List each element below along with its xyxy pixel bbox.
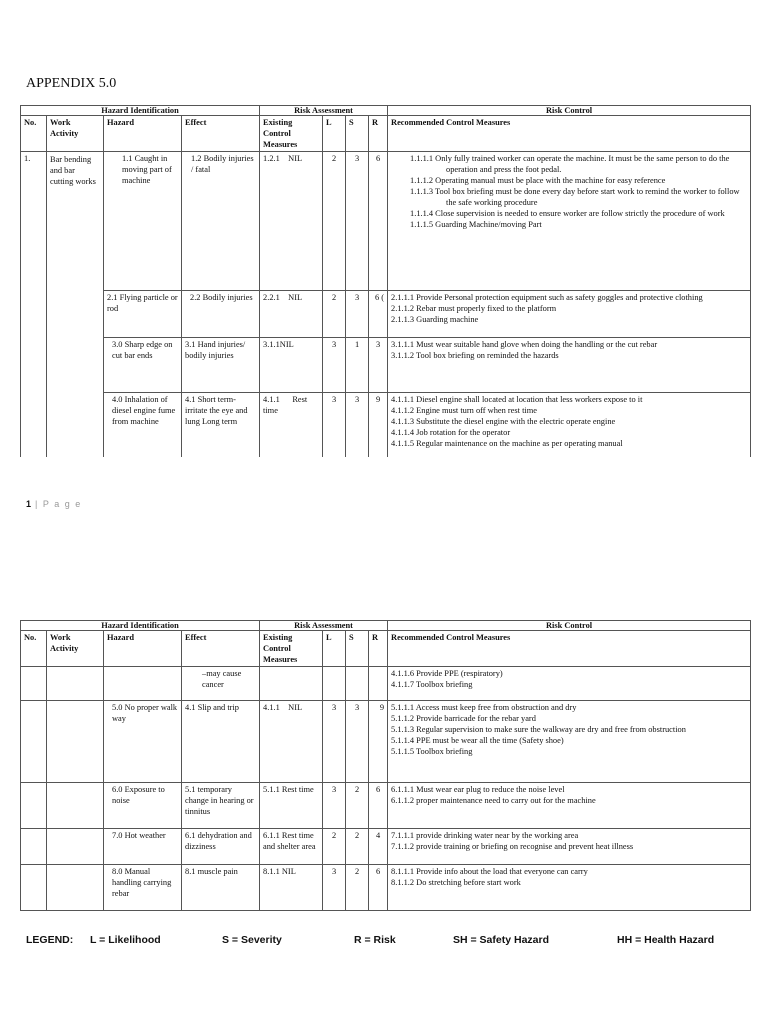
measure-item: 3.1.1.1 Must wear suitable hand glove when doing the handling or the cut rebar [391,340,658,349]
page1-table-wrap [0,105,768,457]
measure-item: 6.1.1.2 proper maintenance need to carry out for the machine [391,796,596,805]
row-existing: 3.1.1NIL [260,338,323,393]
row-no [21,701,47,783]
row-l: 2 [323,291,346,338]
page-label: P a g e [42,499,82,509]
row-no [21,829,47,865]
col-recommended: Recommended Control Measures [388,116,751,152]
col-l: L [323,631,346,667]
row-l: 3 [323,783,346,829]
measure-item: 1.1.1.4 Close supervision is needed to ensure worker are follow strictly the procedure of work [410,209,725,218]
row-l: 3 [323,338,346,393]
row-work-activity: Bar bending and bar cutting works [47,152,104,458]
row-effect: 4.1 Slip and trip [182,701,260,783]
row-existing: 1.2.1 NIL [260,152,323,291]
row-s: 1 [346,338,369,393]
row-measures [388,701,751,783]
row-s: 3 [346,393,369,458]
row-l: 3 [323,701,346,783]
row-effect: 8.1 muscle pain [182,865,260,911]
row-hazard: 7.0 Hot weather [104,829,182,865]
measure-item: 8.1.1.1 Provide info about the load that everyone can carry [391,867,588,876]
row-r: 3 [369,338,388,393]
group-header-row [21,106,751,116]
measure-item: 6.1.1.1 Must wear ear plug to reduce the noise level [391,785,565,794]
column-header-row [21,116,751,152]
row-hazard: 3.0 Sharp edge on cut bar ends [104,338,182,393]
row-existing: 8.1.1 NIL [260,865,323,911]
col-recommended: Recommended Control Measures [388,631,751,667]
col-no: No. [21,631,47,667]
measure-item: 2.1.1.3 Guarding machine [391,315,479,324]
legend-r: R = Risk [354,934,396,946]
page-footer [26,499,82,509]
row-effect: 2.2 Bodily injuries [182,291,260,338]
col-s: S [346,631,369,667]
row-existing: 5.1.1 Rest time [260,783,323,829]
column-header-row [21,631,751,667]
legend-s: S = Severity [222,934,282,946]
row-r: 6 ( [369,291,388,338]
row-r [369,667,388,701]
row-existing: 4.1.1 NIL [260,701,323,783]
hazard-text: 1.1 Caught in moving part of machine [122,154,172,185]
row-measures [388,865,751,911]
col-l: L [323,116,346,152]
row-hazard [104,152,182,291]
row-effect: 6.1 dehydration and dizziness [182,829,260,865]
measure-item: 7.1.1.1 provide drinking water near by the working area [391,831,579,840]
col-s: S [346,116,369,152]
measure-item: 5.1.1.3 Regular supervision to make sure the walkway are dry and free from obstruction [391,725,686,734]
row-measures [388,829,751,865]
row-r: 6 [369,783,388,829]
row-existing: 2.2.1 NIL [260,291,323,338]
effect-text: 1.2 Bodily injuries / fatal [191,154,254,174]
risk-assessment-header: Risk Assessment [260,621,388,631]
row-effect: 3.1 Hand injuries/ bodily injuries [182,338,260,393]
row-measures [388,152,751,291]
row-work-activity [47,701,104,783]
row-existing [260,667,323,701]
table-row [21,829,751,865]
measure-item: 5.1.1.1 Access must keep free from obstruction and dry [391,703,577,712]
measure-item: 4.1.1.3 Substitute the diesel engine with the electric operate engine [391,417,616,426]
row-s: 2 [346,865,369,911]
page-separator: | [31,499,43,509]
row-s: 3 [346,291,369,338]
row-s [346,667,369,701]
table-row [21,338,751,393]
table-row [21,152,751,291]
col-no: No. [21,116,47,152]
measure-item: 2.1.1.1 Provide Personal protection equipment such as safety goggles and protective clothing [391,293,703,302]
row-measures [388,393,751,458]
row-hazard: 8.0 Manual handling carrying rebar [104,865,182,911]
table-row [21,865,751,911]
row-measures [388,291,751,338]
risk-assessment-header: Risk Assessment [260,106,388,116]
col-existing: Existing Control Measures [260,116,323,152]
group-header-row [21,621,751,631]
table-row [21,667,751,701]
row-effect: 4.1 Short term- irritate the eye and lung Long term [182,393,260,458]
row-l [323,667,346,701]
hazard-identification-header: Hazard Identification [21,106,260,116]
measure-item: 1.1.1.3 Tool box briefing must be done every day before start work to remind the worker to follow the safe working procedure [410,187,740,207]
row-l: 3 [323,865,346,911]
row-l: 2 [323,152,346,291]
col-work-activity: Work Activity [47,116,104,152]
measure-item: 4.1.1.7 Toolbox briefing [391,680,473,689]
row-l: 2 [323,829,346,865]
hira-table-page2 [20,620,751,911]
col-effect: Effect [182,631,260,667]
col-hazard: Hazard [104,631,182,667]
col-existing: Existing Control Measures [260,631,323,667]
row-no [21,667,47,701]
legend-hh: HH = Health Hazard [617,934,715,946]
legend [26,934,746,946]
risk-control-header: Risk Control [388,106,751,116]
hazard-identification-header: Hazard Identification [21,621,260,631]
col-hazard: Hazard [104,116,182,152]
row-s: 3 [346,152,369,291]
measure-item: 1.1.1.1 Only fully trained worker can operate the machine. It must be the same person to do the operation and press the foot pedal. [410,154,730,174]
row-s: 2 [346,783,369,829]
row-effect: –may cause cancer [182,667,260,701]
hira-table-page1 [20,105,751,457]
col-work-activity: Work Activity [47,631,104,667]
row-work-activity [47,829,104,865]
row-r: 9 [369,701,388,783]
row-hazard: 2.1 Flying particle or rod [104,291,182,338]
legend-sh: SH = Safety Hazard [453,934,549,946]
row-hazard [104,667,182,701]
measure-item: 4.1.1.2 Engine must turn off when rest time [391,406,537,415]
row-l: 3 [323,393,346,458]
measure-item: 2.1.1.2 Rebar must properly fixed to the platform [391,304,557,313]
row-work-activity [47,865,104,911]
row-r: 6 [369,152,388,291]
row-hazard: 5.0 No proper walk way [104,701,182,783]
row-effect [182,152,260,291]
table-row [21,783,751,829]
row-existing: 6.1.1 Rest time and shelter area [260,829,323,865]
row-measures [388,667,751,701]
row-work-activity [47,667,104,701]
measure-item: 4.1.1.5 Regular maintenance on the machine as per operating manual [391,439,623,448]
measure-item: 1.1.1.2 Operating manual must be place with the machine for easy reference [410,176,666,185]
page-number: 1 [26,499,32,509]
row-r: 4 [369,829,388,865]
measure-item: 5.1.1.5 Toolbox briefing [391,747,473,756]
row-s: 3 [346,701,369,783]
legend-l: L = Likelihood [90,934,161,946]
row-s: 2 [346,829,369,865]
table-row [21,701,751,783]
row-existing: 4.1.1 Rest time [260,393,323,458]
table-row [21,291,751,338]
row-r: 9 [369,393,388,458]
row-r: 6 [369,865,388,911]
row-effect: 5.1 temporary change in hearing or tinnitus [182,783,260,829]
measure-item: 3.1.1.2 Tool box briefing on reminded the hazards [391,351,559,360]
measure-item: 1.1.1.5 Guarding Machine/moving Part [410,220,542,229]
row-work-activity [47,783,104,829]
col-r: R [369,116,388,152]
measure-item: 4.1.1.6 Provide PPE (respiratory) [391,669,503,678]
col-r: R [369,631,388,667]
measure-item: 7.1.1.2 provide training or briefing on recognise and prevent heat illness [391,842,634,851]
row-no [21,865,47,911]
col-effect: Effect [182,116,260,152]
appendix-title: APPENDIX 5.0 [26,76,117,91]
row-no: 1. [21,152,47,458]
measure-item: 5.1.1.4 PPE must be wear all the time (Safety shoe) [391,736,564,745]
row-measures [388,338,751,393]
measure-item: 8.1.1.2 Do stretching before start work [391,878,521,887]
row-hazard: 6.0 Exposure to noise [104,783,182,829]
legend-label: LEGEND: [26,934,74,946]
row-no [21,783,47,829]
row-measures [388,783,751,829]
measure-item: 5.1.1.2 Provide barricade for the rebar yard [391,714,536,723]
measure-item: 4.1.1.1 Diesel engine shall located at location that less workers expose to it [391,395,643,404]
row-hazard: 4.0 Inhalation of diesel engine fume from machine [104,393,182,458]
measure-item: 4.1.1.4 Job rotation for the operator [391,428,511,437]
risk-control-header: Risk Control [388,621,751,631]
table-row [21,393,751,458]
